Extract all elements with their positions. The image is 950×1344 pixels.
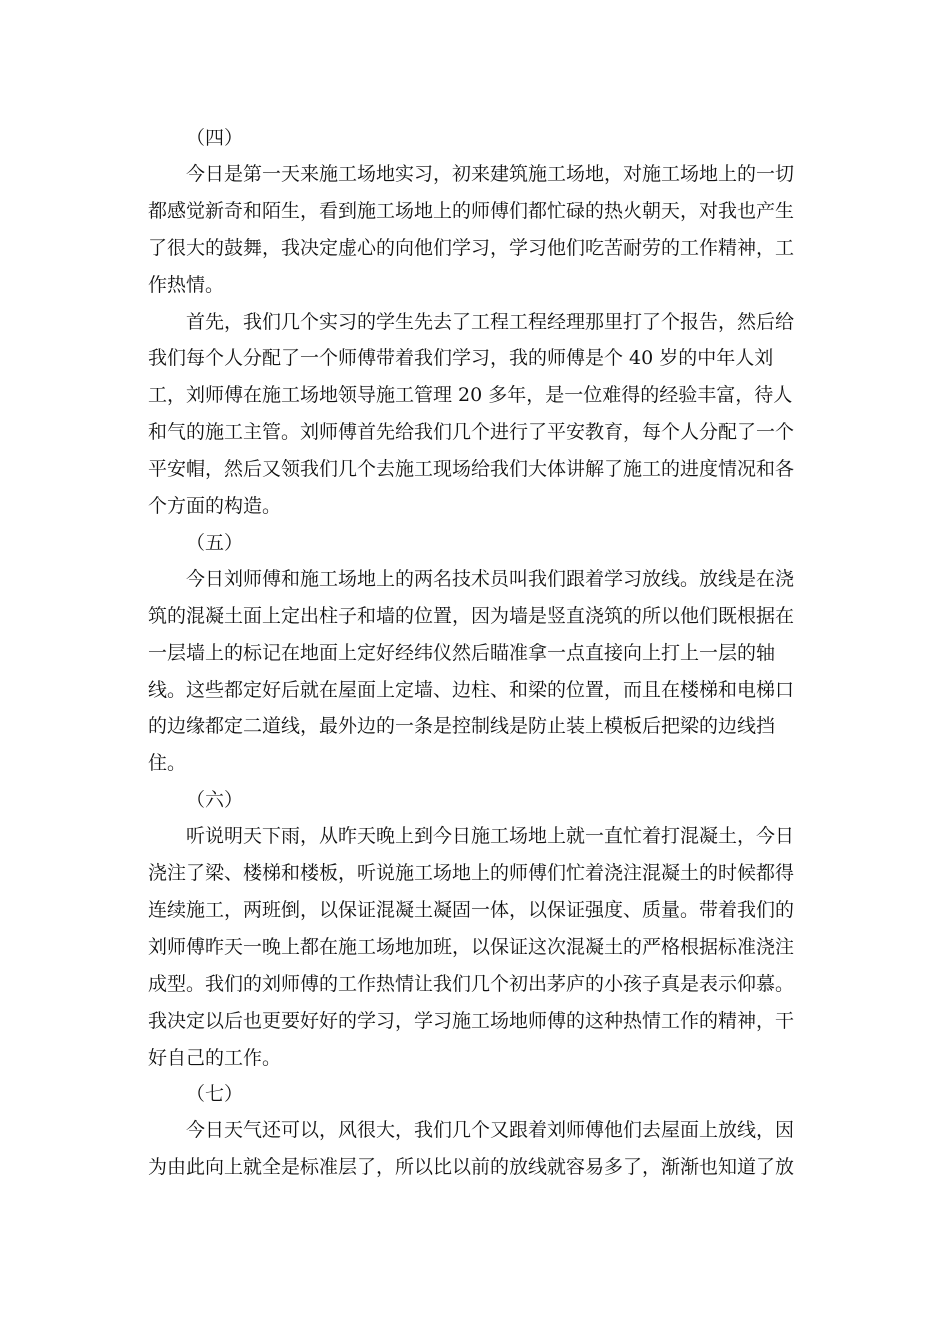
text-line: 了很大的鼓舞，我决定虚心的向他们学习，学习他们吃苦耐劳的工作精神，工 [148,236,795,259]
text-line: 成型。我们的刘师傅的工作热情让我们几个初出茅庐的小孩子真是表示仰慕。 [148,972,795,995]
text-line: 刘师傅昨天一晚上都在施工场地加班，以保证这次混凝土的严格根据标准浇注 [148,935,795,958]
text-line: 听说明天下雨，从昨天晚上到今日施工场地上就一直忙着打混凝土，今日 [186,825,795,848]
section-heading: （六） [186,789,244,812]
text-line: 住。 [148,752,187,775]
paragraph [148,304,802,525]
text-line: 我们每个人分配了一个师傅带着我们学习，我的师傅是个 40 岁的中年人刘 [148,347,774,370]
text-line: 为由此向上就全是标准层了，所以比以前的放线就容易多了，渐渐也知道了放 [148,1156,795,1179]
section-heading: （四） [186,127,244,149]
text-line: 平安帽，然后又领我们几个去施工现场给我们大体讲解了施工的进度情况和各 [148,458,795,481]
text-line: 的边缘都定二道线，最外边的一条是控制线是防止装上模板后把梁的边线挡 [148,715,776,738]
text-line: 今日天气还可以，风很大，我们几个又跟着刘师傅他们去屋面上放线，因 [186,1119,795,1142]
section-7 [148,1076,802,1186]
text-line: 和气的施工主管。刘师傅首先给我们几个进行了平安教育，每个人分配了一个 [148,421,795,444]
text-line: 好自己的工作。 [148,1046,282,1069]
text-line: 都感觉新奇和陌生，看到施工场地上的师傅们都忙碌的热火朝天，对我也产生 [148,199,795,222]
text-line: 今日是第一天来施工场地实习，初来建筑施工场地，对施工场地上的一切 [186,163,795,185]
text-line: 一层墙上的标记在地面上定好经纬仪然后瞄准拿一点直接向上打上一层的轴 [148,641,776,664]
document-page [148,120,802,1186]
text-line: 作热情。 [148,273,225,296]
section-6 [148,782,802,1076]
text-line: 工，刘师傅在施工场地领导施工管理 20 多年，是一位难得的经验丰富，待人 [148,384,793,407]
section-heading: （五） [186,531,244,554]
paragraph [148,818,802,1076]
text-line: 浇注了梁、楼梯和楼板，听说施工场地上的师傅们忙着浇注混凝土的时候都得 [148,862,795,885]
paragraph [148,156,802,304]
section-5 [148,525,802,782]
section-4 [148,120,802,525]
paragraph [148,1112,802,1186]
text-line: 筑的混凝土面上定出柱子和墙的位置，因为墙是竖直浇筑的所以他们既根据在 [148,604,795,627]
text-line: 线。这些都定好后就在屋面上定墙、边柱、和梁的位置，而且在楼梯和电梯口 [148,678,795,701]
text-line: 个方面的构造。 [148,495,282,518]
text-line: 今日刘师傅和施工场地上的两名技术员叫我们跟着学习放线。放线是在浇 [186,567,795,590]
section-heading: （七） [186,1083,244,1106]
text-line: 连续施工，两班倒，以保证混凝土凝固一体，以保证强度、质量。带着我们的 [148,899,795,922]
text-line: 首先，我们几个实习的学生先去了工程工程经理那里打了个报告，然后给 [186,310,795,333]
paragraph [148,561,802,782]
text-line: 我决定以后也更要好好的学习，学习施工场地师傅的这种热情工作的精神，干 [148,1009,795,1032]
